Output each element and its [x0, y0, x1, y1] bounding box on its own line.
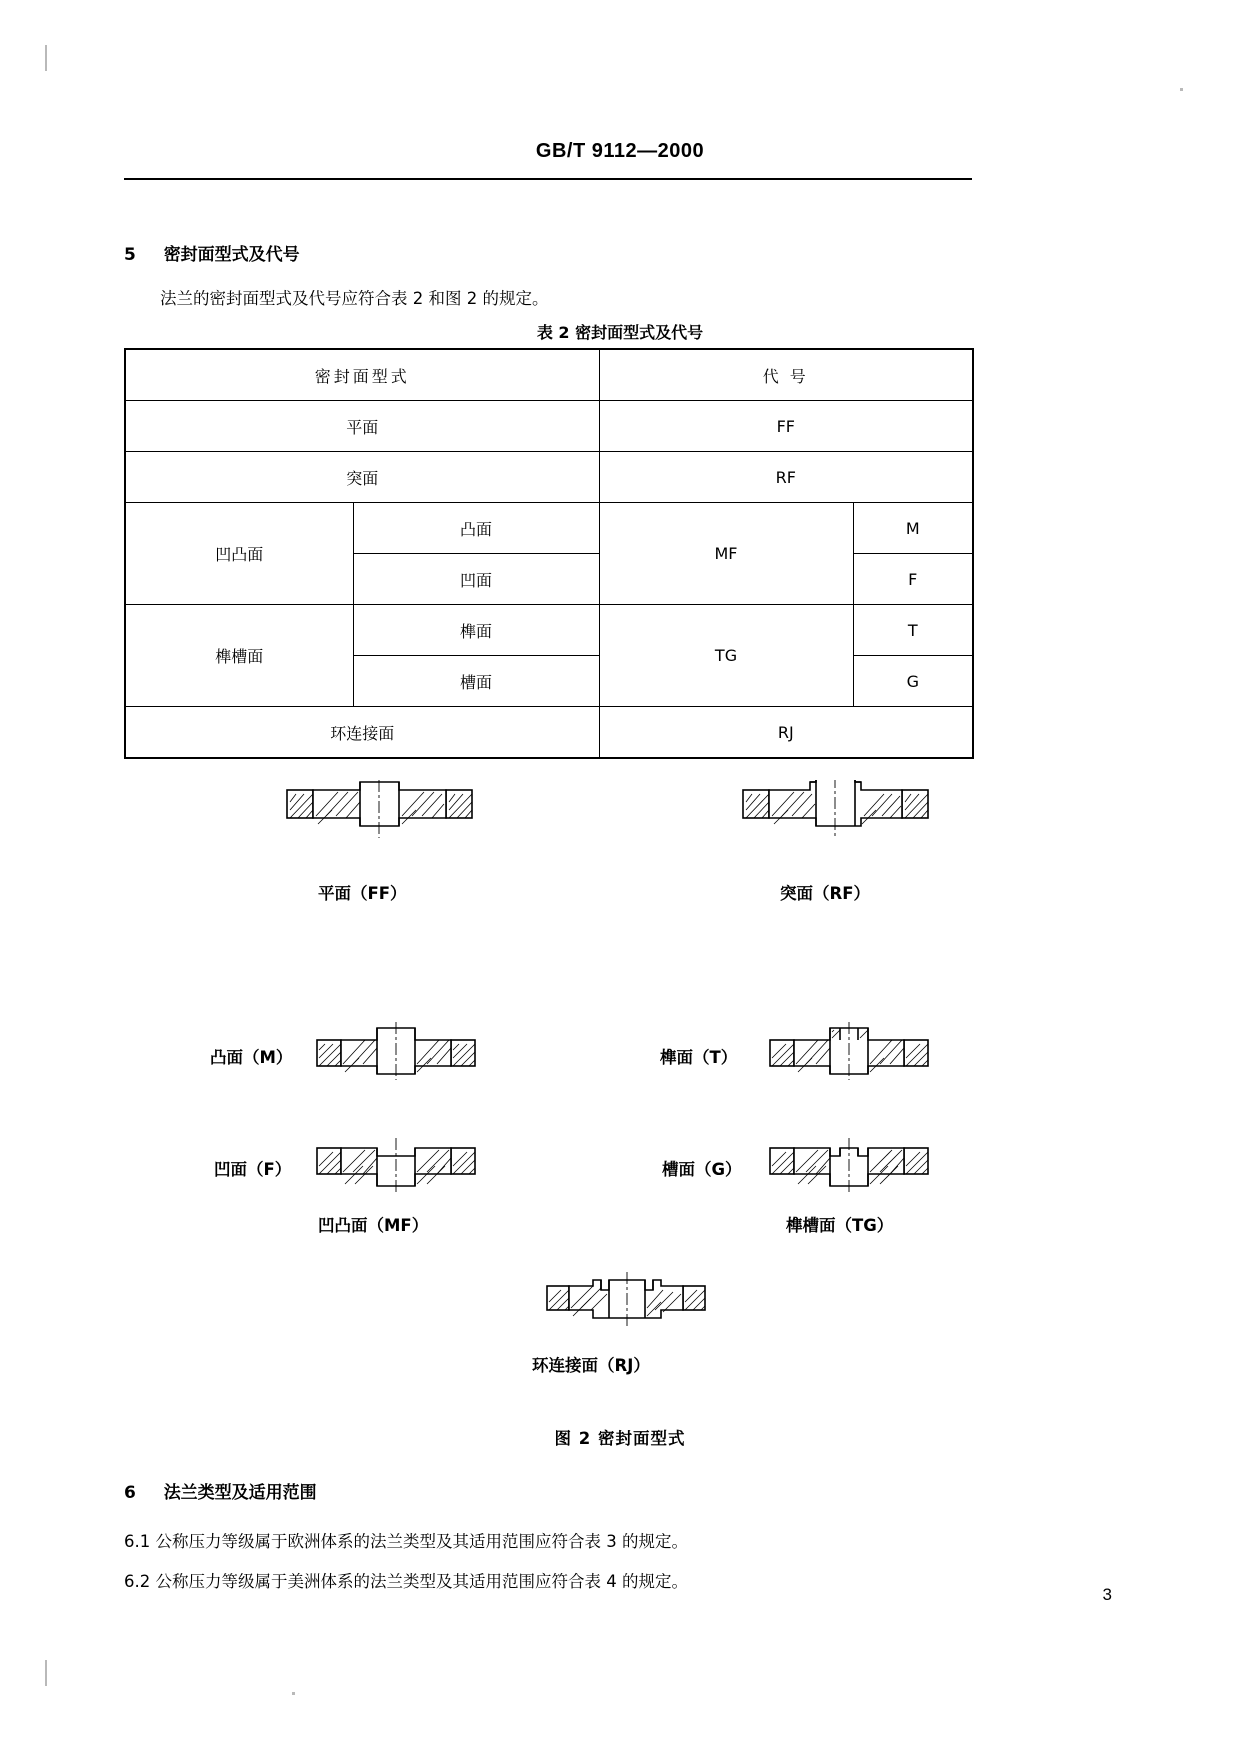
table2-cell-code: RF — [599, 452, 973, 503]
table-row — [125, 401, 973, 452]
flange-label-rf: 突面（RF） — [780, 884, 870, 903]
table2-cell-subcode: T — [853, 605, 973, 656]
section-5-title: 密封面型式及代号 — [163, 245, 300, 265]
table2-header-code: 代 号 — [599, 349, 973, 401]
flange-label-t: 榫面（T） — [660, 1048, 738, 1067]
table2-cell-subcode: M — [853, 503, 973, 554]
table2-cell-sub: 槽面 — [353, 656, 599, 707]
section-6-number: 6 — [124, 1483, 136, 1503]
table2-cell-code: MF — [599, 503, 853, 605]
table2-cell-sub: 榫面 — [353, 605, 599, 656]
table2-cell-subcode: G — [853, 656, 973, 707]
flange-label-ff: 平面（FF） — [318, 884, 407, 903]
table2-cell-name: 突面 — [125, 452, 599, 503]
section-5-heading — [124, 240, 300, 265]
page-number: 3 — [1102, 1585, 1112, 1604]
table2-cell-code: FF — [599, 401, 973, 452]
crop-mark — [292, 1692, 295, 1695]
section-6-2-paragraph: 6.2 公称压力等级属于美洲体系的法兰类型及其适用范围应符合表 4 的规定。 — [124, 1572, 688, 1591]
flange-diagram-f — [315, 1136, 477, 1194]
table2-header-type: 密封面型式 — [125, 349, 599, 401]
table2-wrapper — [124, 348, 972, 759]
table2-cell-code: TG — [599, 605, 853, 707]
section-5-number: 5 — [124, 245, 136, 265]
table-row — [125, 349, 973, 401]
flange-diagram-rf — [738, 780, 933, 842]
page-header-standard-number: GB/T 9112—2000 — [535, 140, 705, 162]
crop-mark — [1180, 88, 1183, 91]
table2-caption: 表 2 密封面型式及代号 — [536, 323, 704, 342]
table-row — [125, 605, 973, 656]
flange-diagram-rj — [545, 1272, 707, 1330]
table2-cell-group: 榫槽面 — [125, 605, 353, 707]
table2-cell-code: RJ — [599, 707, 973, 759]
table2-cell-name: 平面 — [125, 401, 599, 452]
flange-diagram-g — [768, 1136, 930, 1194]
table2-cell-group: 凹凸面 — [125, 503, 353, 605]
section-5-paragraph: 法兰的密封面型式及代号应符合表 2 和图 2 的规定。 — [160, 289, 549, 308]
flange-label-mf: 凹凸面（MF） — [318, 1216, 429, 1235]
header-rule — [124, 178, 972, 180]
flange-label-m: 凸面（M） — [210, 1048, 293, 1067]
table-row — [125, 707, 973, 759]
flange-label-g: 槽面（G） — [662, 1160, 742, 1179]
flange-diagram-ff — [282, 780, 477, 842]
flange-label-f: 凹面（F） — [214, 1160, 292, 1179]
table-row — [125, 503, 973, 554]
table2-cell-sub: 凸面 — [353, 503, 599, 554]
table2-cell-name: 环连接面 — [125, 707, 599, 759]
flange-label-rj: 环连接面（RJ） — [532, 1356, 650, 1375]
flange-diagram-m — [315, 1022, 477, 1082]
table2 — [124, 348, 974, 759]
crop-mark — [45, 1660, 47, 1686]
table2-cell-sub: 凹面 — [353, 554, 599, 605]
flange-diagram-t — [768, 1022, 930, 1082]
section-6-1-paragraph: 6.1 公称压力等级属于欧洲体系的法兰类型及其适用范围应符合表 3 的规定。 — [124, 1532, 688, 1551]
section-6-title: 法兰类型及适用范围 — [163, 1483, 317, 1503]
table2-cell-subcode: F — [853, 554, 973, 605]
flange-label-tg: 榫槽面（TG） — [786, 1216, 894, 1235]
section-6-heading — [124, 1478, 317, 1503]
crop-mark — [45, 45, 47, 71]
table-row — [125, 452, 973, 503]
figure2-caption: 图 2 密封面型式 — [554, 1429, 686, 1448]
